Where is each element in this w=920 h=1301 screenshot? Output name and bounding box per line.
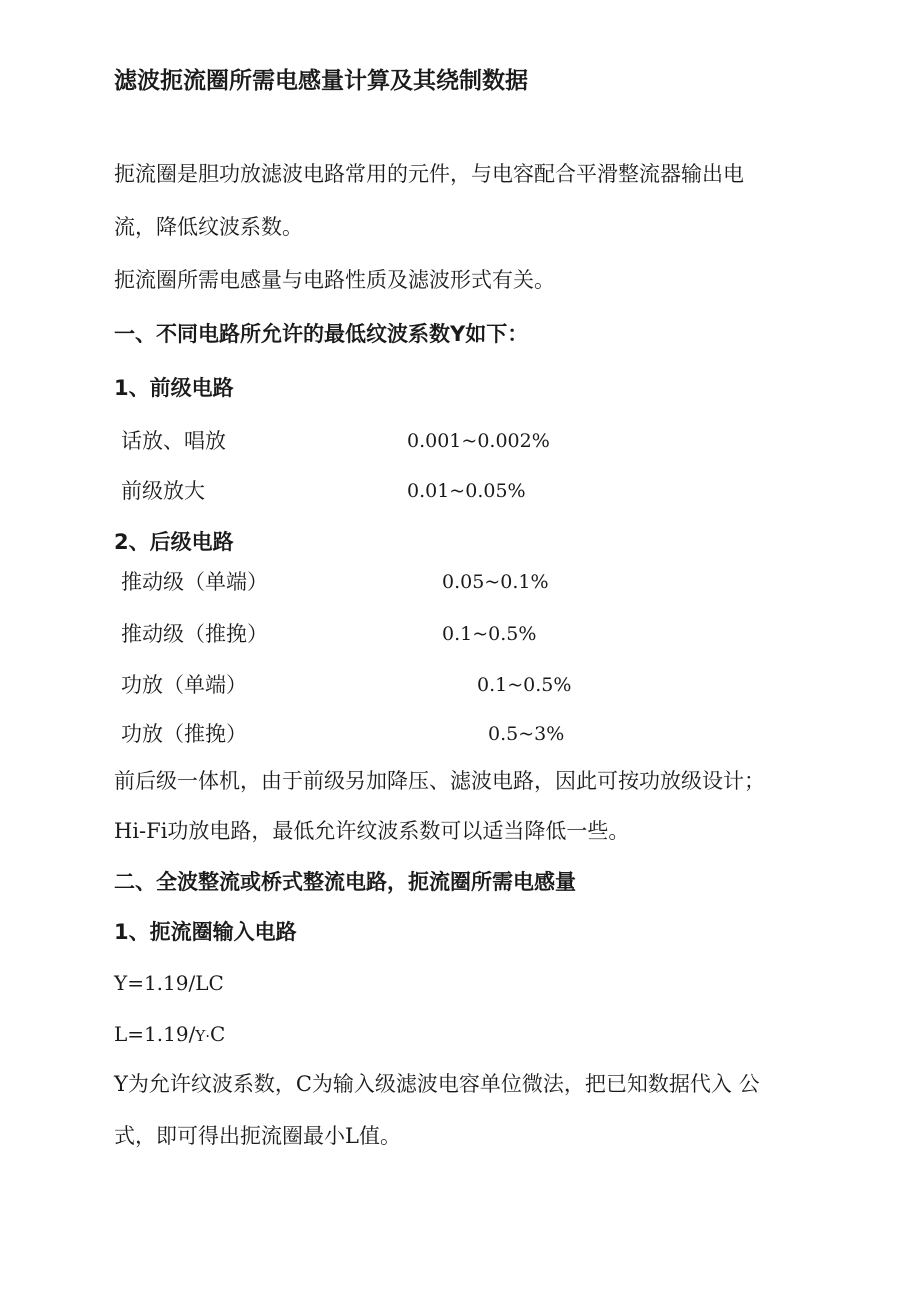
section-1-heading: 一、不同电路所允许的最低纹波系数Y如下： xyxy=(114,322,529,346)
ripple-row-value: 0.01~0.05% xyxy=(407,480,526,502)
section-1-note-line-2: Hi-Fi功放电路，最低允许纹波系数可以适当降低一些。 xyxy=(114,819,630,843)
intro-paragraph-line-1: 扼流圈是胆功放滤波电路常用的元件，与电容配合平滑整流器输出电 xyxy=(114,162,744,186)
section-1-sub-1-heading: 1、前级电路 xyxy=(114,376,234,400)
formula-inductance xyxy=(114,1020,225,1050)
section-2-heading: 二、全波整流或桥式整流电路，扼流圈所需电感量 xyxy=(114,870,576,894)
section-1-sub-2-heading: 2、后级电路 xyxy=(114,530,234,554)
section-2-sub-1-heading: 1、扼流圈输入电路 xyxy=(114,920,297,944)
ripple-row-value: 0.05~0.1% xyxy=(442,571,549,593)
formula-ripple: Y=1.19/LC xyxy=(114,971,224,995)
ripple-row-label: 功放（单端） xyxy=(121,673,247,697)
ripple-row-label: 功放（推挽） xyxy=(121,722,247,746)
ripple-row-value: 0.5~3% xyxy=(488,723,565,745)
section-1-note-line-1: 前后级一体机，由于前级另加降压、滤波电路，因此可按功放级设计； xyxy=(114,769,765,793)
ripple-row-label: 前级放大 xyxy=(121,479,205,503)
ripple-row-label: 推动级（推挽） xyxy=(121,622,268,646)
formula-description-line-1: Y为允许纹波系数，C为输入级滤波电容单位微法，把已知数据代入 公 xyxy=(114,1072,760,1096)
intro-paragraph-line-2: 流，降低纹波系数。 xyxy=(114,215,303,239)
ripple-row-value: 0.001~0.002% xyxy=(407,430,550,452)
ripple-row-value: 0.1~0.5% xyxy=(442,623,537,645)
formula-inductance-suffix: C xyxy=(209,1022,226,1046)
ripple-row-label: 话放、唱放 xyxy=(121,429,226,453)
formula-inductance-prefix: L=1.19/ xyxy=(114,1022,196,1046)
formula-inductance-subscript: Y· xyxy=(195,1027,210,1045)
intro-paragraph-2: 扼流圈所需电感量与电路性质及滤波形式有关。 xyxy=(114,268,555,292)
ripple-row-value: 0.1~0.5% xyxy=(477,674,572,696)
formula-description-line-2: 式，即可得出扼流圈最小L值。 xyxy=(114,1124,401,1148)
document-title: 滤波扼流圈所需电感量计算及其绕制数据 xyxy=(114,68,528,94)
ripple-row-label: 推动级（单端） xyxy=(121,570,268,594)
